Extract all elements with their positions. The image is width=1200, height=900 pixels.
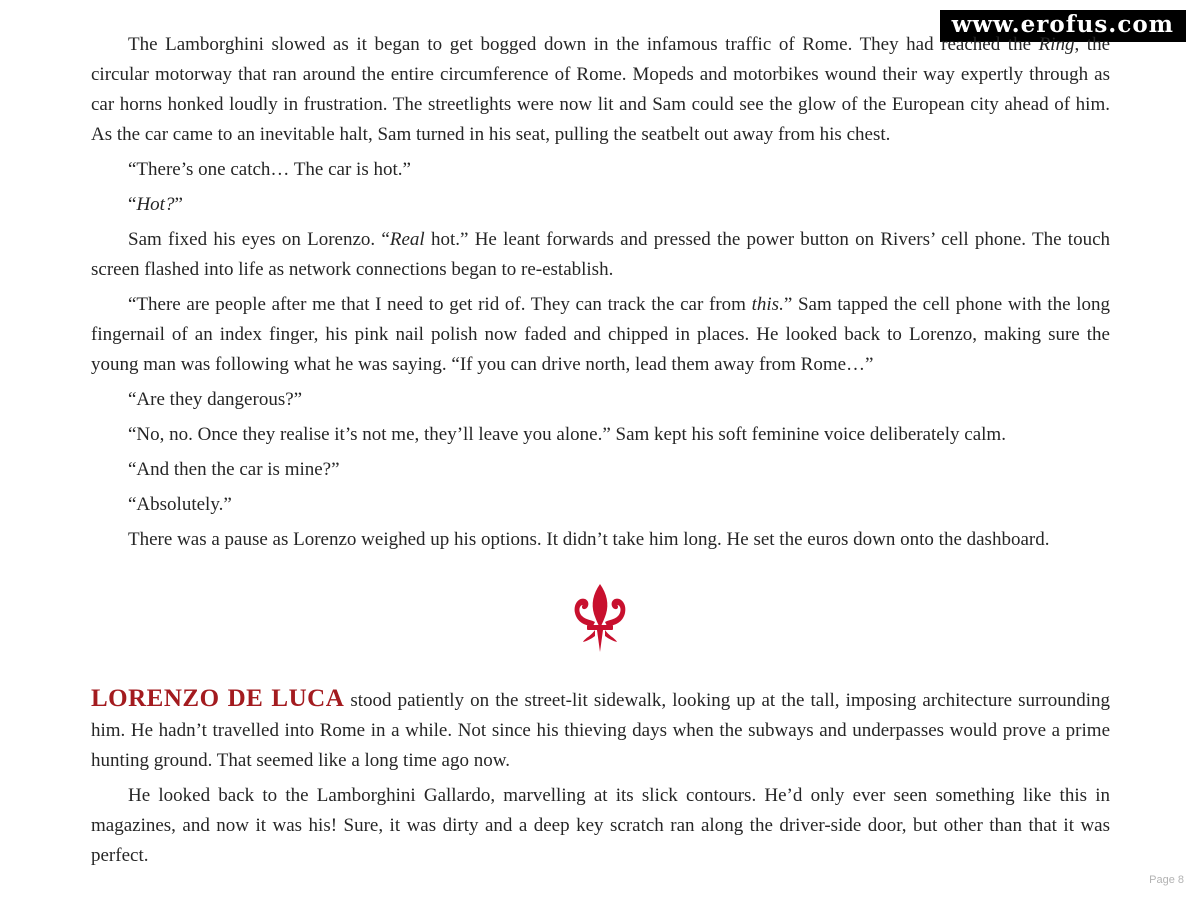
paragraph: “There’s one catch… The car is hot.” [128,159,411,180]
paragraph: The Lamborghini slowed as it began to get bogged down in the infamous traffic of Rome. They had reached the Ring, the circular motorway that ran around the entire circumference of Rome. Mopeds and motorbikes wound their way expertly through as car horns honked loudly in frustration. The streetlights were now lit and Sam could see the glow of the European city ahead of him. As the car came to an inevitable halt, Sam turned in his seat, pulling the seatbelt out away from his chest. [91,34,1110,145]
paragraph: He looked back to the Lamborghini Gallardo, marvelling at its slick contours. He’d only ever seen something like this in magazines, and now it was his! Sure, it was dirty and a deep key scratch ran along the driver-side door, but other than that it was perfect. [91,785,1110,866]
watermark-logo: www.erofus.com [940,10,1186,42]
section-two [91,684,1110,876]
paragraph: “Absolutely.” [128,494,232,515]
paragraph: “And then the car is mine?” [128,459,340,480]
paragraph: “There are people after me that I need to get rid of. They can track the car from this.” Sam tapped the cell phone with the long fingernail of an index finger, his pink nail polish now faded and chipped in places. He looked back to Lorenzo, making sure the young man was following what he was saying. “If you can drive north, lead them away from Rome…” [91,294,1110,375]
paragraph: Sam fixed his eyes on Lorenzo. “Real hot.” He leant forwards and pressed the power button on Rivers’ cell phone. The touch screen flashed into life as network connections began to re-establish. [91,229,1111,280]
paragraph: “Hot?” [128,194,183,215]
body-text [91,30,1110,560]
paragraph: “No, no. Once they realise it’s not me, they’ll leave you alone.” Sam kept his soft feminine voice deliberately calm. [128,424,1006,445]
paragraph: “Are they dangerous?” [128,389,303,410]
character-name-heading: LORENZO DE LUCA [91,685,345,712]
paragraph: There was a pause as Lorenzo weighed up his options. It didn’t take him long. He set the euros down onto the dashboard. [128,529,1050,550]
fleur-de-lis-icon [571,582,629,654]
page-number: Page 8 [1149,874,1184,886]
paragraph: LORENZO DE LUCA stood patiently on the street-lit sidewalk, looking up at the tall, imposing architecture surrounding him. He hadn’t travelled into Rome in a while. Not since his thieving days when the subways and underpasses would prove a prime hunting ground. That seemed like a long time ago now. [91,685,1110,771]
